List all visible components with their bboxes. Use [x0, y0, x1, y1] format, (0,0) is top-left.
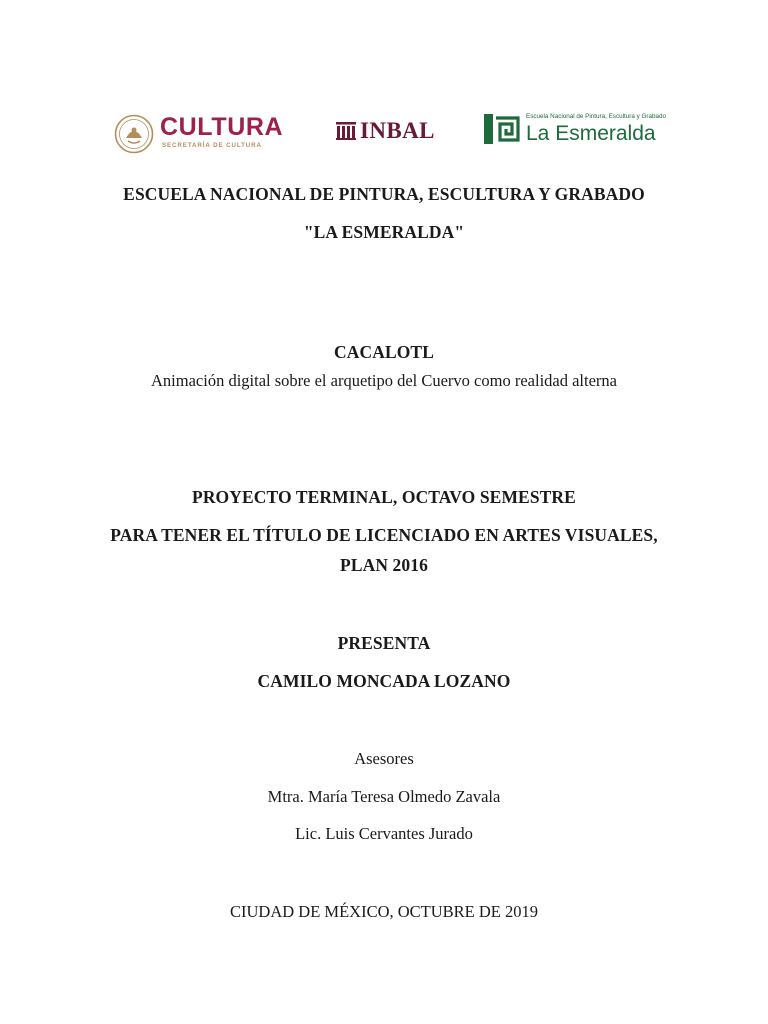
- advisor-1: Mtra. María Teresa Olmedo Zavala: [267, 787, 501, 806]
- inbal-wordmark: INBAL: [360, 118, 435, 143]
- esmeralda-logo: [484, 112, 667, 150]
- cultura-wordmark: CULTURA: [160, 113, 284, 141]
- presenta-label: PRESENTA: [337, 633, 431, 653]
- school-name: ESCUELA NACIONAL DE PINTURA, ESCULTURA Y GRABADO: [123, 184, 645, 204]
- inbal-building-icon: [336, 122, 356, 140]
- author-name: CAMILO MONCADA LOZANO: [257, 671, 511, 691]
- cultura-subtitle: SECRETARÍA DE CULTURA: [162, 142, 262, 149]
- project-subtitle: Animación digital sobre el arquetipo del Cuervo como realidad alterna: [151, 371, 617, 390]
- mexico-coat-of-arms-seal-icon: [114, 114, 154, 154]
- inbal-logo: [336, 118, 456, 148]
- advisors-label: Asesores: [354, 749, 414, 768]
- degree-line-3: PLAN 2016: [340, 555, 428, 575]
- esmeralda-subtitle: Escuela Nacional de Pintura, Escultura y Grabado: [526, 113, 667, 120]
- degree-line-1: PROYECTO TERMINAL, OCTAVO SEMESTRE: [192, 487, 576, 507]
- school-nickname: "LA ESMERALDA": [303, 222, 465, 242]
- cultura-logo: [114, 112, 308, 156]
- esmeralda-spiral-icon: [484, 114, 520, 144]
- esmeralda-wordmark: La Esmeralda: [526, 122, 656, 145]
- advisor-2: Lic. Luis Cervantes Jurado: [295, 824, 473, 843]
- place-date: CIUDAD DE MÉXICO, OCTUBRE DE 2019: [230, 902, 538, 921]
- project-title: CACALOTL: [334, 342, 434, 362]
- degree-line-2: PARA TENER EL TÍTULO DE LICENCIADO EN ARTES VISUALES,: [110, 525, 658, 545]
